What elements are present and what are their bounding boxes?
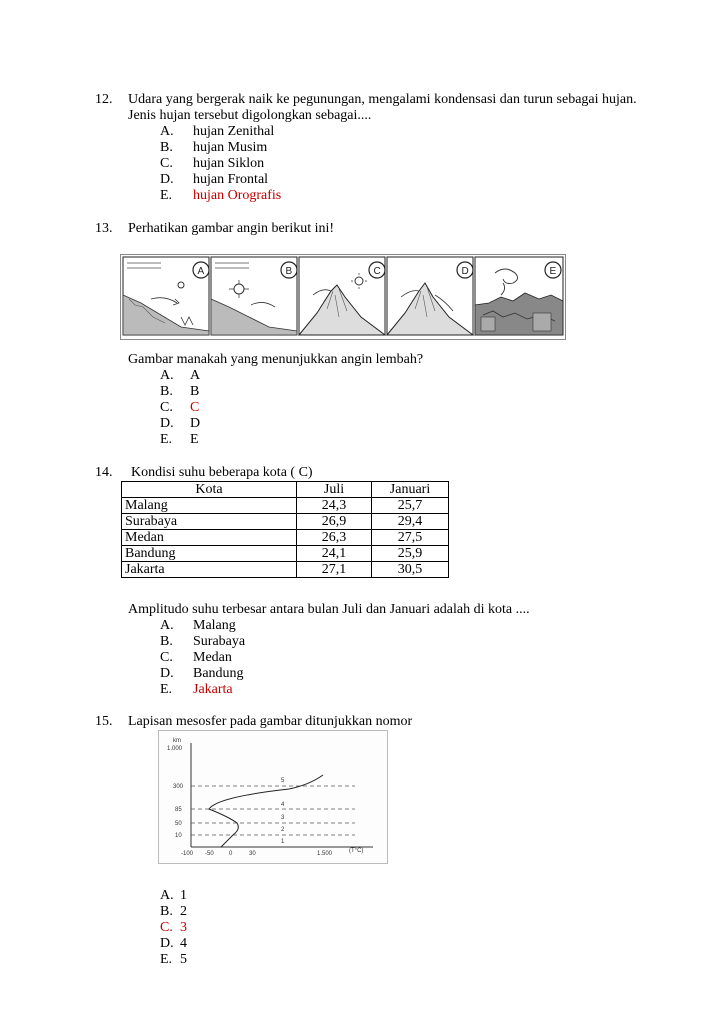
q14-option-a-text: Malang <box>193 618 236 633</box>
q15-option-a-text: 1 <box>180 888 187 903</box>
q15-option-d-letter: D. <box>160 936 174 951</box>
table-row <box>122 530 449 546</box>
y-tick-10: 10 <box>175 833 182 839</box>
atmosphere-diagram-image <box>158 730 388 864</box>
q15-option-e-text: 5 <box>180 952 187 967</box>
wind-panel-b <box>211 257 297 335</box>
question-14-text: Amplitudo suhu terbesar antara bulan Juli dan Januari adalah di kota .... <box>128 602 530 617</box>
question-12-text-line1: Udara yang bergerak naik ke pegunungan, mengalami kondensasi dan turun sebagai hujan. <box>128 92 637 107</box>
cell-juli: 26,3 <box>297 530 372 546</box>
q12-option-b-text: hujan Musim <box>193 140 268 155</box>
q12-option-e-text-answer: hujan Orografis <box>193 188 282 203</box>
q12-option-d-letter: D. <box>160 172 174 187</box>
cell-januari: 29,4 <box>372 514 449 530</box>
question-12-number: 12. <box>95 92 113 107</box>
q13-option-c-text-answer: C <box>190 400 200 415</box>
panel-b-label: B <box>285 266 293 277</box>
table-header-row <box>122 482 449 498</box>
q12-option-c-text: hujan Siklon <box>193 156 265 171</box>
y-unit-label: km <box>173 738 181 744</box>
header-kota: Kota <box>122 482 297 498</box>
q14-option-e-letter: E. <box>160 682 173 697</box>
cell-juli: 26,9 <box>297 514 372 530</box>
question-13-prompt: Perhatikan gambar angin berikut ini! <box>128 221 335 236</box>
q12-option-b-letter: B. <box>160 140 173 155</box>
panel-d-label: D <box>461 266 469 277</box>
question-12-text-line2: Jenis hujan tersebut digolongkan sebagai.... <box>128 108 372 123</box>
wind-panel-d <box>387 257 473 335</box>
wind-panel-e <box>475 257 563 335</box>
q13-option-d-text: D <box>190 416 201 431</box>
q13-option-b-text: B <box>190 384 200 399</box>
q12-option-c-letter: C. <box>160 156 173 171</box>
q15-option-b-letter: B. <box>160 904 173 919</box>
cell-juli: 24,3 <box>297 498 372 514</box>
cell-januari: 27,5 <box>372 530 449 546</box>
atmosphere-diagram-svg <box>159 731 387 863</box>
cell-city: Malang <box>122 498 297 514</box>
question-13-text: Gambar manakah yang menunjukkan angin lembah? <box>128 352 424 367</box>
q14-option-e-text-answer: Jakarta <box>193 682 233 697</box>
y-tick-50: 50 <box>175 821 182 827</box>
table-row <box>122 546 449 562</box>
wind-panel-a <box>123 257 209 335</box>
q12-option-a-text: hujan Zenithal <box>193 124 275 139</box>
panel-c-label: C <box>373 266 381 277</box>
y-tick-300: 300 <box>173 784 184 790</box>
cell-juli: 27,1 <box>297 562 372 578</box>
wind-diagram-image <box>120 254 566 340</box>
q13-option-a-letter: A. <box>160 368 174 383</box>
q14-option-b-letter: B. <box>160 634 173 649</box>
layer-number-4: 4 <box>281 802 285 808</box>
q13-option-c-letter: C. <box>160 400 173 415</box>
panel-a-label: A <box>197 266 205 277</box>
x-tick-30: 30 <box>249 851 256 857</box>
q13-option-e-letter: E. <box>160 432 173 447</box>
q14-option-c-letter: C. <box>160 650 173 665</box>
q15-option-e-letter: E. <box>160 952 173 967</box>
q14-option-a-letter: A. <box>160 618 174 633</box>
header-januari: Januari <box>372 482 449 498</box>
x-unit-label: (T°C) <box>349 848 364 854</box>
x-tick-0: 0 <box>229 851 233 857</box>
table-row <box>122 498 449 514</box>
y-tick-85: 85 <box>175 807 182 813</box>
layer-number-5: 5 <box>281 778 285 784</box>
layer-number-3: 3 <box>281 815 285 821</box>
header-juli: Juli <box>297 482 372 498</box>
x-tick-minus50: -50 <box>205 851 214 857</box>
table-row <box>122 562 449 578</box>
wind-diagram-svg <box>121 255 565 339</box>
layer-number-1: 1 <box>281 839 285 845</box>
q14-option-d-letter: D. <box>160 666 174 681</box>
q15-option-c-text-answer: 3 <box>180 920 187 935</box>
q13-option-b-letter: B. <box>160 384 173 399</box>
q12-option-e-letter: E. <box>160 188 173 203</box>
cell-city: Medan <box>122 530 297 546</box>
temperature-table <box>121 481 449 578</box>
q12-option-d-text: hujan Frontal <box>193 172 269 187</box>
table-row <box>122 514 449 530</box>
question-14-prompt: Kondisi suhu beberapa kota ( C) <box>131 465 313 480</box>
layer-number-2: 2 <box>281 827 285 833</box>
q13-option-d-letter: D. <box>160 416 174 431</box>
cell-city: Surabaya <box>122 514 297 530</box>
wind-panel-c <box>299 257 385 335</box>
q15-option-a-letter: A. <box>160 888 174 903</box>
question-15-number: 15. <box>95 714 113 729</box>
cell-city: Bandung <box>122 546 297 562</box>
cell-juli: 24,1 <box>297 546 372 562</box>
question-14-number: 14. <box>95 465 113 480</box>
q14-option-c-text: Medan <box>193 650 232 665</box>
q13-option-e-text: E <box>190 432 199 447</box>
q15-option-c-letter-answer: C. <box>160 920 173 935</box>
q13-option-a-text: A <box>190 368 201 383</box>
panel-e-label: E <box>549 266 557 277</box>
question-15-prompt: Lapisan mesosfer pada gambar ditunjukkan nomor <box>128 714 413 729</box>
q14-option-d-text: Bandung <box>193 666 244 681</box>
cell-januari: 25,9 <box>372 546 449 562</box>
x-tick-minus100: -100 <box>181 851 194 857</box>
question-13-number: 13. <box>95 221 113 236</box>
cell-januari: 30,5 <box>372 562 449 578</box>
cell-januari: 25,7 <box>372 498 449 514</box>
q15-option-d-text: 4 <box>180 936 187 951</box>
y-tick-1000: 1.000 <box>167 746 183 752</box>
q12-option-a-letter: A. <box>160 124 174 139</box>
q14-option-b-text: Surabaya <box>193 634 246 649</box>
cell-city: Jakarta <box>122 562 297 578</box>
x-tick-1500: 1.500 <box>317 851 333 857</box>
q15-option-b-text: 2 <box>180 904 187 919</box>
